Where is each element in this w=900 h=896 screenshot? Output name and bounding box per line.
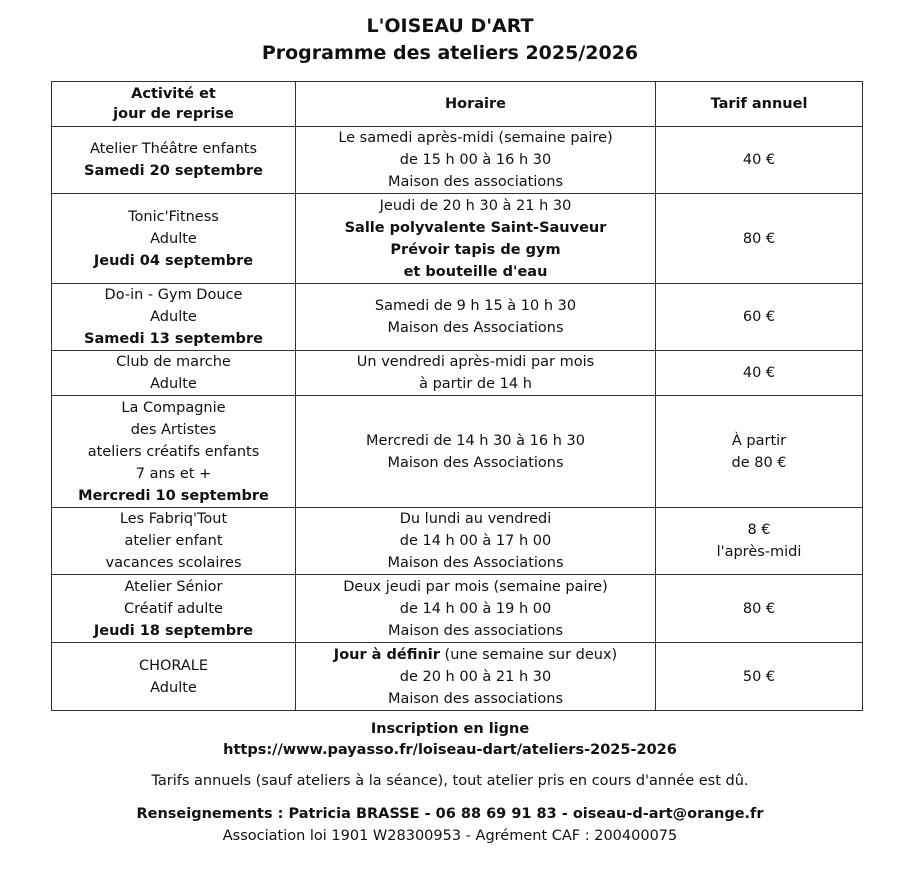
schedule-line-text: Maison des associations	[387, 622, 564, 639]
activity-line: vacances scolaires	[105, 555, 242, 571]
activity-cell	[52, 194, 296, 284]
activity-line: CHORALE	[138, 657, 209, 674]
table-row	[52, 575, 863, 643]
table-header-row	[52, 82, 863, 127]
schedule-line	[300, 351, 651, 373]
schedule-line	[300, 598, 651, 620]
schedule-line-text: de 14 h 00 à 17 h 00	[399, 533, 552, 549]
start-day: Mercredi 10 septembre	[78, 487, 269, 504]
price-line: l'après-midi	[716, 544, 802, 560]
schedule-line	[300, 452, 651, 474]
schedule-line	[300, 195, 651, 217]
column-header-activity	[52, 82, 296, 127]
page-subtitle: Programme des ateliers 2025/2026	[261, 42, 639, 64]
schedule-line-suffix: (une semaine sur deux)	[439, 646, 618, 663]
schedule-line-text: de 20 h 00 à 21 h 30	[399, 668, 552, 685]
schedule-line	[300, 620, 651, 642]
activity-line: Adulte	[150, 376, 197, 392]
start-day: Samedi 13 septembre	[84, 331, 263, 347]
activity-line: Do-in - Gym Douce	[104, 287, 243, 303]
schedule-line-text: Jeudi de 20 h 30 à 21 h 30	[379, 197, 572, 214]
schedule-line-text: Maison des Associations	[387, 555, 564, 571]
schedule-cell	[296, 643, 656, 711]
table-row	[52, 643, 863, 711]
column-header-price: Tarif annuel	[656, 82, 863, 127]
table-row	[52, 127, 863, 194]
schedule-line-text: Le samedi après-midi (semaine paire)	[338, 130, 613, 146]
schedule-line	[300, 530, 651, 552]
schedule-line	[300, 127, 651, 149]
schedule-cell	[296, 508, 656, 575]
schedule-line	[300, 239, 651, 261]
schedule-line	[300, 688, 651, 710]
start-day: Samedi 20 septembre	[84, 163, 263, 179]
schedule-line-text: Maison des Associations	[387, 454, 564, 471]
column-header-activity-line1: Activité et	[131, 86, 216, 102]
activity-line: Les Fabriq'Tout	[119, 511, 228, 527]
workshop-table	[51, 81, 863, 711]
price-cell	[656, 575, 863, 643]
inscription-label: Inscription en ligne	[370, 721, 530, 737]
schedule-line-text: à partir de 14 h	[419, 376, 532, 392]
association-info: Association loi 1901 W28300953 - Agrément CAF : 200400075	[222, 828, 678, 844]
activity-cell	[52, 508, 296, 575]
schedule-line	[300, 576, 651, 598]
schedule-line-text: Maison des associations	[387, 690, 564, 707]
schedule-line-text: Un vendredi après-midi par mois	[356, 354, 595, 370]
table-row	[52, 351, 863, 396]
schedule-line	[300, 295, 651, 317]
schedule-line	[300, 149, 651, 171]
activity-line: Atelier Sénior	[124, 578, 223, 595]
price-line: 80 €	[742, 600, 776, 617]
schedule-line	[300, 666, 651, 688]
schedule-line-text: Salle polyvalente Saint-Sauveur	[344, 219, 607, 236]
inscription-url[interactable]: https://www.payasso.fr/loiseau-dart/ateliers-2025-2026	[223, 742, 677, 758]
price-cell	[656, 284, 863, 351]
column-header-schedule: Horaire	[296, 82, 656, 127]
activity-cell	[52, 575, 296, 643]
activity-line: Adulte	[150, 679, 197, 696]
activity-line: atelier enfant	[124, 533, 223, 549]
price-cell	[656, 194, 863, 284]
column-header-activity-line2: jour de reprise	[113, 106, 234, 122]
activity-line: 7 ans et +	[135, 465, 212, 482]
activity-cell	[52, 643, 296, 711]
schedule-line-text: Maison des associations	[387, 174, 564, 190]
start-day: Jeudi 18 septembre	[93, 622, 254, 639]
schedule-line-text: Mercredi de 14 h 30 à 16 h 30	[366, 432, 585, 449]
table-row	[52, 396, 863, 508]
price-line: 8 €	[747, 522, 771, 538]
schedule-line	[300, 644, 651, 666]
schedule-cell	[296, 351, 656, 396]
schedule-line	[300, 217, 651, 239]
activity-line: Club de marche	[116, 354, 231, 370]
schedule-line-text: de 14 h 00 à 19 h 00	[399, 600, 552, 617]
schedule-cell	[296, 575, 656, 643]
schedule-line	[300, 261, 651, 283]
price-line: 50 €	[742, 668, 776, 685]
schedule-cell	[296, 284, 656, 351]
activity-line: Adulte	[150, 230, 197, 247]
activity-line: La Compagnie	[121, 399, 226, 416]
schedule-line-text: et bouteille d'eau	[403, 263, 548, 280]
price-cell	[656, 127, 863, 194]
price-line: 80 €	[742, 230, 776, 247]
activity-cell	[52, 351, 296, 396]
schedule-line	[300, 430, 651, 452]
price-line: 40 €	[742, 152, 776, 168]
price-cell	[656, 508, 863, 575]
schedule-cell	[296, 396, 656, 508]
price-line: 40 €	[742, 365, 776, 381]
activity-cell	[52, 396, 296, 508]
schedule-line-text: Deux jeudi par mois (semaine paire)	[343, 578, 608, 595]
table-row	[52, 284, 863, 351]
table-row	[52, 194, 863, 284]
tarifs-note: Tarifs annuels (sauf ateliers à la séance), tout atelier pris en cours d'année est dû.	[151, 773, 749, 789]
schedule-line	[300, 508, 651, 530]
activity-cell	[52, 127, 296, 194]
schedule-line-text: Jour à définir	[333, 646, 440, 663]
activity-line: ateliers créatifs enfants	[87, 443, 260, 460]
price-line: À partir	[731, 432, 787, 449]
schedule-line-text: Samedi de 9 h 15 à 10 h 30	[374, 298, 577, 314]
price-line: de 80 €	[731, 454, 787, 471]
activity-line: Tonic'Fitness	[128, 208, 219, 225]
activity-line: des Artistes	[130, 421, 217, 438]
start-day: Jeudi 04 septembre	[93, 252, 254, 269]
page-title: L'OISEAU D'ART	[366, 15, 534, 37]
price-cell	[656, 351, 863, 396]
schedule-cell	[296, 127, 656, 194]
schedule-line	[300, 317, 651, 339]
schedule-line-text: de 15 h 00 à 16 h 30	[399, 152, 552, 168]
schedule-line-text: Maison des Associations	[387, 320, 564, 336]
schedule-line	[300, 373, 651, 395]
activity-cell	[52, 284, 296, 351]
schedule-line	[300, 552, 651, 574]
activity-line: Adulte	[150, 309, 197, 325]
price-line: 60 €	[742, 309, 776, 325]
price-cell	[656, 643, 863, 711]
activity-line: Atelier Théâtre enfants	[89, 141, 258, 157]
schedule-line-text: Du lundi au vendredi	[399, 511, 552, 527]
contact-info: Renseignements : Patricia BRASSE - 06 88 69 91 83 - oiseau-d-art@orange.fr	[136, 806, 764, 822]
table-row	[52, 508, 863, 575]
schedule-cell	[296, 194, 656, 284]
price-cell	[656, 396, 863, 508]
schedule-line	[300, 171, 651, 193]
schedule-line-text: Prévoir tapis de gym	[390, 241, 561, 258]
activity-line: Créatif adulte	[124, 600, 223, 617]
